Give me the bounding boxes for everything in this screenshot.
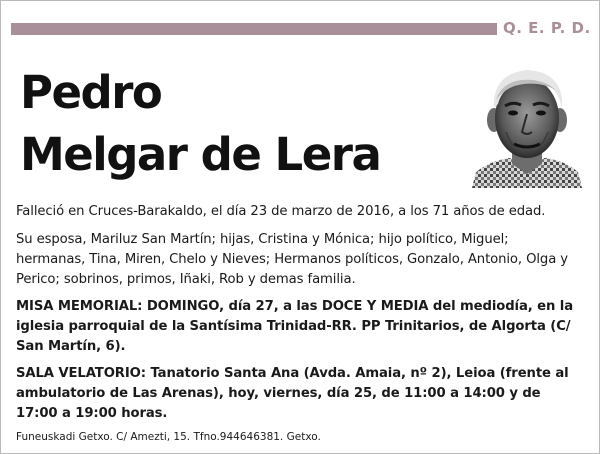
mass-paragraph: MISA MEMORIAL: DOMINGO, día 27, a las DOCE Y MEDIA del mediodía, en la iglesia parroquial de la Santísima Trinidad-RR. PP Trinitarios, de Algorta (C/ San Martín, 6).	[16, 299, 574, 354]
funeral-home-footer: Funeuskadi Getxo. C/ Amezti, 15. Tfno.944646381. Getxo.	[16, 431, 321, 443]
qepd-label: Q. E. P. D.	[503, 19, 591, 37]
header-bar	[11, 23, 497, 35]
family-paragraph: Su esposa, Mariluz San Martín; hijas, Cristina y Mónica; hijo político, Miguel; hermanas, Tina, Miren, Chelo y Nieves; Hermanos políticos, Gonzalo, Antonio, Olga y Perico; sobrinos, primos, Iñaki, Rob y demas familia.	[16, 232, 568, 287]
wake-paragraph: SALA VELATORIO: Tanatorio Santa Ana (Avda. Amaia, nº 2), Leioa (frente al ambulatorio de Las Arenas), hoy, viernes, día 25, de 11:00 a 14:00 y de 17:00 a 19:00 horas.	[16, 366, 569, 421]
death-notice: Falleció en Cruces-Barakaldo, el día 23 de marzo de 2016, a los 71 años de edad.	[16, 204, 546, 219]
portrait-photo	[472, 60, 582, 188]
deceased-first-name: Pedro	[20, 66, 162, 119]
deceased-surname: Melgar de Lera	[20, 128, 381, 181]
